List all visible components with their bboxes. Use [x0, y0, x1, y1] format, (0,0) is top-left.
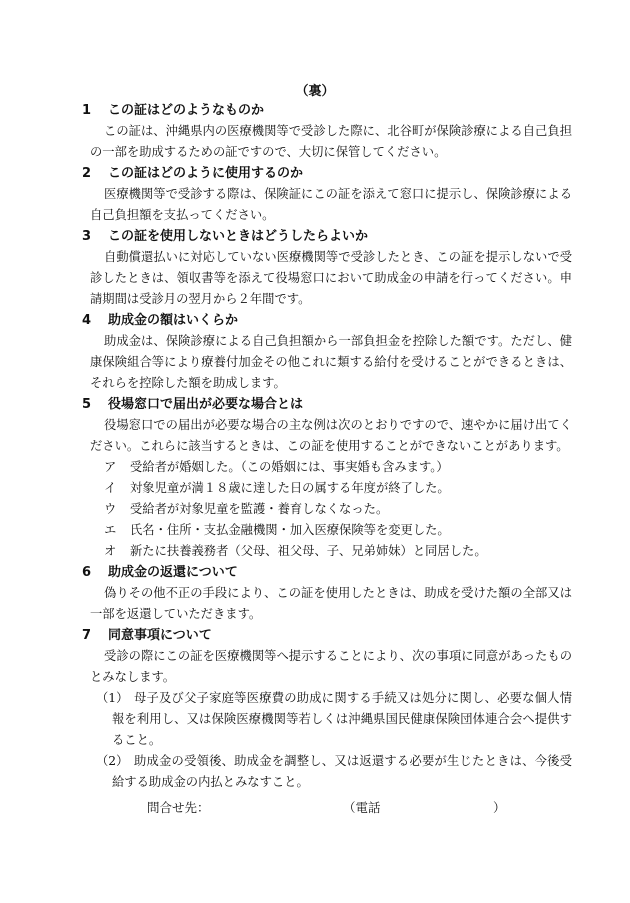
condition-text: 母子及び父子家庭等医療費の助成に関する手続又は処分に関し、必要な個人情報を利用し、又は保険医療機関等若しくは沖縄県国民健康保険団体連合会へ提供すること。 [112, 691, 572, 747]
list-item-mark: オ [104, 544, 117, 558]
list-item-text: 新たに扶養義務者（父母、祖父母、子、兄弟姉妹）と同居した。 [130, 544, 487, 558]
list-item-text: 氏名・住所・支払金融機関・加入医療保険等を変更した。 [130, 523, 450, 537]
section-title: 助成金の額はいくらか [108, 313, 239, 328]
list-item-mark: イ [104, 481, 117, 495]
list-item-mark: ア [104, 460, 117, 474]
section-title: この証を使用しないときはどうしたらよいか [108, 229, 369, 244]
section-body: 偽りその他不正の手段により、この証を使用したときは、助成を受けた額の全部又は一部を返還していただきます。 [90, 586, 572, 621]
contact-phone: （電話 ） [343, 800, 506, 815]
section-number: 7 [82, 628, 92, 643]
section-5 [82, 394, 572, 562]
consent-condition [90, 688, 572, 751]
list-item-mark: ウ [104, 502, 117, 516]
section-body: 受診の際にこの証を医療機関等へ提示することにより、次の事項に同意があったものとみなします。 [90, 649, 572, 684]
section-number: 5 [82, 397, 92, 412]
section-heading [82, 310, 572, 331]
section-body: 自動償還払いに対応していない医療機関等で受診したとき、この証を提示しないで受診したときは、領収書等を添えて役場窓口において助成金の申請を行ってください。申請期間は受診月の翌月から２年間です。 [90, 250, 572, 306]
section-title: 助成金の返還について [108, 565, 238, 580]
section-title: この証はどのようなものか [108, 103, 265, 118]
section-1 [82, 100, 572, 163]
list-item [104, 541, 572, 562]
contact-line [147, 798, 506, 818]
section-title: 同意事項について [108, 628, 212, 643]
section-title: 役場窓口で届出が必要な場合とは [108, 397, 304, 412]
document-body [82, 100, 572, 793]
list-item-mark: エ [104, 523, 117, 537]
list-item [104, 520, 572, 541]
page-title: （裏） [295, 84, 335, 99]
consent-condition [90, 751, 572, 793]
section-number: 3 [82, 229, 92, 244]
section-body: 助成金は、保険診療による自己負担額から一部負担金を控除した額です。ただし、健康保険組合等により療養付加金その他これに類する給付を受けることができるときは、それらを控除した額を助成します。 [90, 334, 572, 390]
section-number: 4 [82, 313, 92, 328]
list-item [104, 478, 572, 499]
section-title: この証はどのように使用するのか [108, 166, 304, 181]
section-heading [82, 562, 572, 583]
section-2 [82, 163, 572, 226]
section-number: 6 [82, 565, 92, 580]
section-body: この証は、沖縄県内の医療機関等で受診した際に、北谷町が保険診療による自己負担の一部を助成するための証ですので、大切に保管してください。 [90, 124, 572, 159]
list-item [104, 499, 572, 520]
condition-number: （1） [96, 691, 129, 705]
section-heading [82, 625, 572, 646]
section-heading [82, 226, 572, 247]
section-heading [82, 394, 572, 415]
contact-label: 問合せ先： [147, 800, 210, 815]
section-6 [82, 562, 572, 625]
section-heading [82, 100, 572, 121]
condition-number: （2） [96, 754, 129, 768]
section-body: 役場窓口での届出が必要な場合の主な例は次のとおりですので、速やかに届け出てください。これらに該当するときは、この証を使用することができないことがあります。 [90, 418, 572, 453]
condition-text: 助成金の受領後、助成金を調整し、又は返還する必要が生じたときは、今後受給する助成金の内払とみなすこと。 [112, 754, 572, 789]
section-body: 医療機関等で受診する際は、保険証にこの証を添えて窓口に提示し、保険診療による自己負担額を支払ってください。 [90, 187, 572, 222]
section-3 [82, 226, 572, 310]
list-item [104, 457, 572, 478]
section-number: 1 [82, 103, 92, 118]
list-item-text: 受給者が婚姻した。（この婚姻には、事実婚も含みます。） [130, 460, 449, 474]
list-item-text: 受給者が対象児童を監護・養育しなくなった。 [130, 502, 389, 516]
list-item-text: 対象児童が満１８歳に達した日の属する年度が終了した。 [130, 481, 450, 495]
section-4 [82, 310, 572, 394]
section-7 [82, 625, 572, 793]
section-heading [82, 163, 572, 184]
section-number: 2 [82, 166, 92, 181]
